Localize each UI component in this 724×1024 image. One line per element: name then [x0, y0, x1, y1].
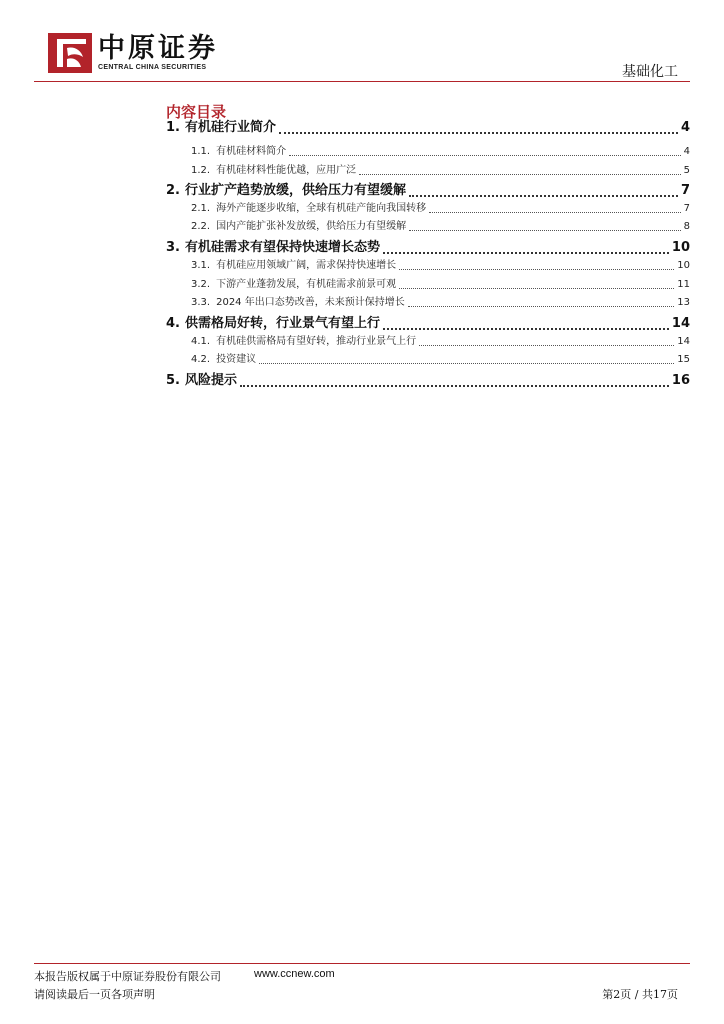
toc-entry[interactable]	[166, 334, 690, 350]
toc-title: 内容目录	[166, 103, 227, 121]
toc-entry-title: 有机硅供需格局有望好转，推动行业景气上行	[216, 336, 417, 347]
toc-dot-leader	[408, 305, 675, 307]
toc-entry-title: 2024 年出口态势改善，未来预计保持增长	[216, 297, 405, 308]
toc-entry-number: 5.	[166, 373, 180, 388]
toc-entry-number: 2.	[166, 183, 180, 198]
toc-entry-title: 下游产业蓬勃发展，有机硅需求前景可观	[216, 279, 397, 290]
toc-entry-number: 4.2.	[191, 354, 211, 365]
toc-entry-number: 3.3.	[191, 297, 211, 308]
toc-entry-page: 4	[680, 120, 690, 135]
toc-entry-title: 有机硅材料性能优越，应用广泛	[216, 165, 357, 176]
report-category: 基础化工	[622, 64, 678, 80]
toc-entry-page: 14	[677, 336, 690, 347]
toc-entry-title: 有机硅材料简介	[216, 146, 287, 157]
toc-entry-page: 14	[671, 316, 690, 331]
toc-entry-title: 风险提示	[184, 373, 237, 388]
toc-entry-title: 有机硅需求有望保持快速增长态势	[184, 240, 380, 255]
toc-entry[interactable]	[166, 258, 690, 274]
page-number: 第2页 / 共17页	[602, 988, 678, 1001]
toc-entry-title: 投资建议	[216, 354, 257, 365]
toc-dot-leader	[399, 268, 674, 270]
table-of-contents	[166, 101, 690, 388]
toc-entry[interactable]	[166, 118, 690, 138]
toc-entry[interactable]	[166, 238, 690, 258]
toc-dot-leader	[279, 131, 678, 134]
toc-entry-number: 1.	[166, 120, 180, 135]
toc-dot-leader	[240, 384, 669, 387]
toc-entry-page: 16	[671, 373, 690, 388]
toc-entry-page: 15	[677, 354, 690, 365]
toc-entry-page: 7	[680, 183, 690, 198]
toc-entry[interactable]	[166, 219, 690, 235]
toc-dot-leader	[383, 251, 669, 254]
toc-dot-leader	[259, 362, 674, 364]
logo-english-name: CENTRAL CHINA SECURITIES	[98, 64, 207, 71]
toc-entry-number: 3.2.	[191, 279, 211, 290]
toc-entry[interactable]	[166, 201, 690, 217]
toc-entry-page: 7	[683, 203, 690, 214]
toc-entry-number: 3.1.	[191, 260, 211, 271]
footer-divider	[34, 963, 690, 964]
toc-entry-title: 有机硅行业简介	[184, 120, 276, 135]
toc-entry-page: 10	[677, 260, 690, 271]
toc-entry-number: 3.	[166, 240, 180, 255]
toc-entry[interactable]	[166, 144, 690, 160]
toc-entry-title: 海外产能逐步收缩，全球有机硅产能向我国转移	[216, 203, 427, 214]
toc-entry-page: 13	[677, 297, 690, 308]
toc-entry-page: 8	[683, 221, 690, 232]
toc-entry-page: 4	[683, 146, 690, 157]
toc-entry[interactable]	[166, 295, 690, 311]
footer-disclaimer-note: 请阅读最后一页各项声明	[34, 988, 155, 1001]
logo-chinese-name: 中原证券	[98, 33, 218, 64]
footer-copyright: 本报告版权属于中原证券股份有限公司	[34, 970, 221, 983]
toc-entry-number: 1.2.	[191, 165, 211, 176]
toc-dot-leader	[409, 229, 681, 231]
toc-entry-page: 11	[677, 279, 690, 290]
toc-entry[interactable]	[166, 181, 690, 201]
toc-entry[interactable]	[166, 277, 690, 293]
toc-dot-leader	[419, 344, 674, 346]
toc-entry-number: 4.	[166, 316, 180, 331]
toc-dot-leader	[399, 287, 674, 289]
toc-entry-title: 国内产能扩张补发放缓，供给压力有望缓解	[216, 221, 407, 232]
toc-entry[interactable]	[166, 163, 690, 179]
company-logo-icon	[48, 33, 92, 73]
toc-dot-leader	[409, 194, 678, 197]
toc-dot-leader	[383, 327, 669, 330]
toc-entry-number: 1.1.	[191, 146, 211, 157]
footer-website-link[interactable]: www.ccnew.com	[254, 968, 335, 980]
toc-entry-number: 2.1.	[191, 203, 211, 214]
toc-entry[interactable]	[166, 352, 690, 368]
toc-dot-leader	[429, 211, 681, 213]
toc-entry-number: 4.1.	[191, 336, 211, 347]
toc-entry-page: 5	[683, 165, 690, 176]
toc-entry-title: 有机硅应用领域广阔，需求保持快速增长	[216, 260, 397, 271]
toc-entry-title: 行业扩产趋势放缓，供给压力有望缓解	[184, 183, 406, 198]
toc-entry-number: 2.2.	[191, 221, 211, 232]
header-divider	[34, 81, 690, 82]
toc-entry-page: 10	[671, 240, 690, 255]
toc-entry[interactable]	[166, 314, 690, 334]
page-header	[0, 0, 724, 80]
toc-entry-title: 供需格局好转，行业景气有望上行	[184, 316, 380, 331]
toc-entry[interactable]	[166, 371, 690, 391]
toc-dot-leader	[359, 173, 681, 175]
toc-dot-leader	[289, 154, 681, 156]
